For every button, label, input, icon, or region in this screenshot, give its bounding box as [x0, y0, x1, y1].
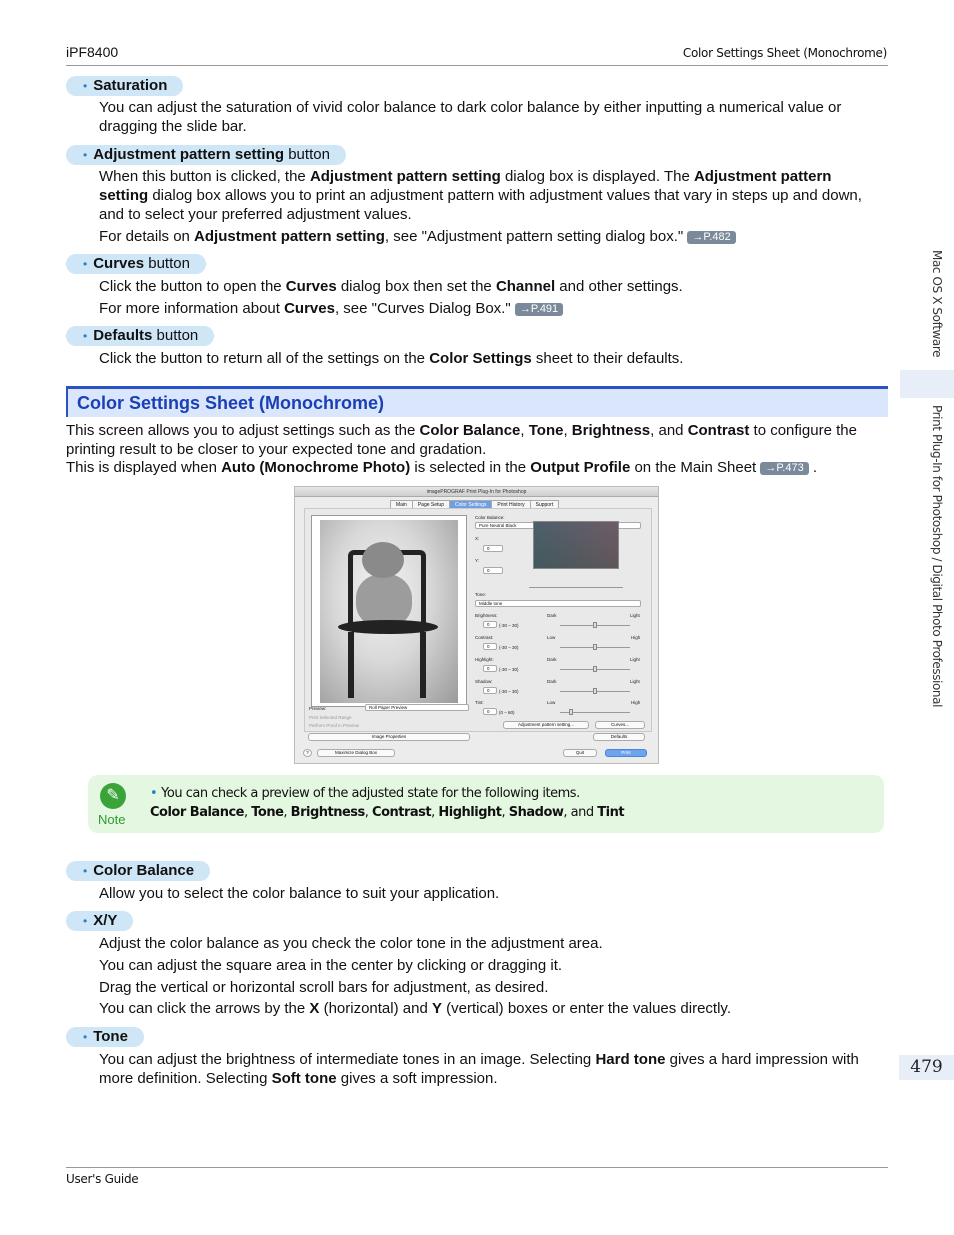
- dialog-panel: [304, 508, 652, 732]
- item-title: Adjustment pattern setting: [93, 146, 285, 163]
- brightness-slider-thumb[interactable]: [593, 622, 597, 628]
- item-title: Tone: [93, 1028, 128, 1045]
- color-balance-select[interactable]: Pure Neutral Black: [475, 522, 641, 529]
- tint-range: (0 – 60): [499, 710, 515, 715]
- preview-image: [320, 520, 458, 703]
- item-title: Color Balance: [93, 862, 195, 879]
- item-heading-defaults: [66, 326, 214, 346]
- item-body: Allow you to select the color balance to suit your application.: [99, 885, 500, 902]
- item-title: Curves: [93, 255, 145, 272]
- highlight-label: Highlight:: [475, 657, 494, 662]
- section-display-note: This is displayed when Auto (Monochrome Photo) is selected in the Output Profile on the Main Sheet →P.473 .: [66, 459, 818, 476]
- item-body: You can adjust the brightness of intermediate tones in an image. Selecting Hard tone gives a hard impression with more definition. Selecting Soft tone gives a soft impression.: [99, 1051, 859, 1087]
- header-section: Color Settings Sheet (Monochrome): [682, 46, 887, 60]
- item-body: Drag the vertical or horizontal scroll bars for adjustment, as desired.: [99, 979, 549, 996]
- bear-head-shape: [362, 542, 404, 578]
- tone-label: Tone:: [475, 592, 487, 597]
- tint-low: Low: [547, 700, 556, 705]
- item-body: Click the button to return all of the settings on the Color Settings sheet to their defaults.: [99, 350, 684, 367]
- item-body: When this button is clicked, the Adjustment pattern setting dialog box is displayed. The Adjustment pattern setting dialog box allows you to print an adjustment pattern with adjustment values that vary in steps up and down, and to select your preferred adjustment values.: [99, 168, 862, 223]
- item-details: For more information about Curves, see "Curves Dialog Box." →P.491: [99, 299, 879, 318]
- footer-title: User's Guide: [66, 1172, 139, 1186]
- header-rule: [66, 65, 888, 66]
- item-details: For details on Adjustment pattern setting, see "Adjustment pattern setting dialog box." →P.482: [99, 227, 879, 246]
- preview-select[interactable]: Roll Paper Preview: [365, 704, 469, 711]
- side-tab-plugin[interactable]: Print Plug-In for Photoshop / Digital Photo Professional: [930, 405, 944, 708]
- shadow-slider-thumb[interactable]: [593, 688, 597, 694]
- print-selected-range-checkbox[interactable]: Print Selected Range: [309, 715, 352, 720]
- shadow-light: Light: [630, 679, 640, 684]
- note-box: [88, 775, 884, 833]
- header-product: iPF8400: [66, 44, 119, 60]
- page-reference-link[interactable]: →P.473: [760, 462, 808, 475]
- page-number: 479: [899, 1055, 954, 1080]
- perform-proof-checkbox[interactable]: Perform Proof in Preview: [309, 723, 360, 728]
- dialog-title: imagePROGRAF Print Plug-In for Photoshop: [295, 487, 658, 497]
- shadow-field[interactable]: 0: [483, 687, 497, 694]
- bullet-icon: •: [150, 786, 158, 801]
- item-body: You can adjust the square area in the center by clicking or dragging it.: [99, 957, 563, 974]
- adjustment-pattern-button[interactable]: Adjustment pattern setting...: [503, 721, 589, 729]
- contrast-high: High: [631, 635, 641, 640]
- item-heading-tone: [66, 1027, 144, 1047]
- x-field[interactable]: 0: [483, 545, 503, 552]
- brightness-light: Light: [630, 613, 640, 618]
- shadow-range: (-30 – 30): [499, 689, 519, 694]
- item-title: Saturation: [93, 77, 168, 94]
- highlight-slider-thumb[interactable]: [593, 666, 597, 672]
- page-reference-link[interactable]: →P.491: [515, 303, 563, 316]
- tab-color-settings[interactable]: Color Settings: [449, 500, 492, 510]
- highlight-light: Light: [630, 657, 640, 662]
- bullet-icon: •: [83, 914, 88, 928]
- item-title-suffix: button: [144, 255, 190, 272]
- help-button[interactable]: ?: [303, 749, 312, 757]
- item-title: X/Y: [93, 912, 118, 929]
- bullet-icon: •: [83, 148, 88, 162]
- color-balance-label: Color Balance:: [475, 515, 505, 520]
- item-body: You can click the arrows by the X (horizontal) and Y (vertical) boxes or enter the values directly.: [99, 1000, 731, 1017]
- page-reference-link[interactable]: →P.482: [687, 231, 735, 244]
- contrast-slider-thumb[interactable]: [593, 644, 597, 650]
- preview-area: [311, 515, 467, 707]
- tint-high: High: [631, 700, 641, 705]
- curves-button[interactable]: Curves...: [595, 721, 645, 729]
- item-heading-adjustment-pattern: [66, 145, 346, 165]
- item-body: Click the button to open the Curves dialog box then set the Channel and other settings.: [99, 278, 683, 295]
- tint-label: Tint:: [475, 700, 484, 705]
- shadow-label: Shadow:: [475, 679, 493, 684]
- bullet-icon: •: [83, 79, 88, 93]
- print-button[interactable]: Print: [605, 749, 647, 757]
- item-heading-curves: [66, 254, 206, 274]
- tab-print-history[interactable]: Print History: [491, 500, 530, 510]
- contrast-field[interactable]: 0: [483, 643, 497, 650]
- section-header: [66, 386, 888, 417]
- item-heading-color-balance: [66, 861, 210, 881]
- preview-label: Preview:: [309, 706, 327, 711]
- y-field[interactable]: 0: [483, 567, 503, 574]
- chair-leg-shape: [348, 632, 354, 698]
- item-body: You can adjust the saturation of vivid color balance to dark color balance by either inputting a numerical value or dragging the slide bar.: [99, 99, 842, 135]
- item-heading-xy: [66, 911, 133, 931]
- section-title: Color Settings Sheet (Monochrome): [77, 393, 385, 413]
- color-adjustment-area[interactable]: [533, 521, 619, 569]
- tone-select[interactable]: Middle tone: [475, 600, 641, 607]
- side-tab-highlight: [900, 370, 954, 398]
- tab-support[interactable]: Support: [530, 500, 560, 510]
- dialog-screenshot: [294, 486, 659, 764]
- item-title-suffix: button: [284, 146, 330, 163]
- brightness-label: Brightness:: [475, 613, 498, 618]
- tint-slider-thumb[interactable]: [569, 709, 573, 715]
- highlight-field[interactable]: 0: [483, 665, 497, 672]
- contrast-range: (-30 – 30): [499, 645, 519, 650]
- bullet-icon: •: [83, 864, 88, 878]
- y-label: Y:: [475, 558, 480, 563]
- bullet-icon: •: [83, 1030, 88, 1044]
- footer-rule: [66, 1167, 888, 1168]
- tab-main[interactable]: Main: [390, 500, 413, 510]
- note-label: Note: [98, 812, 126, 827]
- defaults-button[interactable]: Defaults: [593, 733, 645, 741]
- x-scroll-bar[interactable]: [529, 587, 623, 588]
- highlight-range: (-30 – 30): [499, 667, 519, 672]
- bullet-icon: •: [83, 257, 88, 271]
- tint-field[interactable]: 0: [483, 708, 497, 715]
- maximize-dialog-button[interactable]: Maximize Dialog Box: [317, 749, 395, 757]
- brightness-field[interactable]: 0: [483, 621, 497, 628]
- item-body: Adjust the color balance as you check the color tone in the adjustment area.: [99, 935, 603, 952]
- chair-leg-shape: [420, 632, 426, 698]
- item-title: Defaults: [93, 327, 153, 344]
- tab-page-setup[interactable]: Page Setup: [412, 500, 450, 510]
- bullet-icon: •: [83, 329, 88, 343]
- note-text: • You can check a preview of the adjusted state for the following items. Color Balance, Tone, Brightness, Contrast, Highlight, Shadow, and Tint: [150, 786, 625, 820]
- section-intro: This screen allows you to adjust settings such as the Color Balance, Tone, Brightness, and Contrast to configure the printing result to be closer to your expected tone and gradation.: [66, 422, 857, 458]
- shadow-dark: Dark: [547, 679, 557, 684]
- item-title-suffix: button: [152, 327, 199, 344]
- item-heading-saturation: [66, 76, 183, 96]
- brightness-range: (-30 – 30): [499, 623, 519, 628]
- image-properties-button[interactable]: Image Properties: [308, 733, 470, 741]
- quit-button[interactable]: Quit: [563, 749, 597, 757]
- x-label: X:: [475, 536, 480, 541]
- pencil-note-icon: ✎: [100, 783, 126, 809]
- highlight-dark: Dark: [547, 657, 557, 662]
- contrast-label: Contrast:: [475, 635, 494, 640]
- contrast-low: Low: [547, 635, 556, 640]
- side-tab-mac-os-x[interactable]: Mac OS X Software: [930, 250, 944, 358]
- brightness-dark: Dark: [547, 613, 557, 618]
